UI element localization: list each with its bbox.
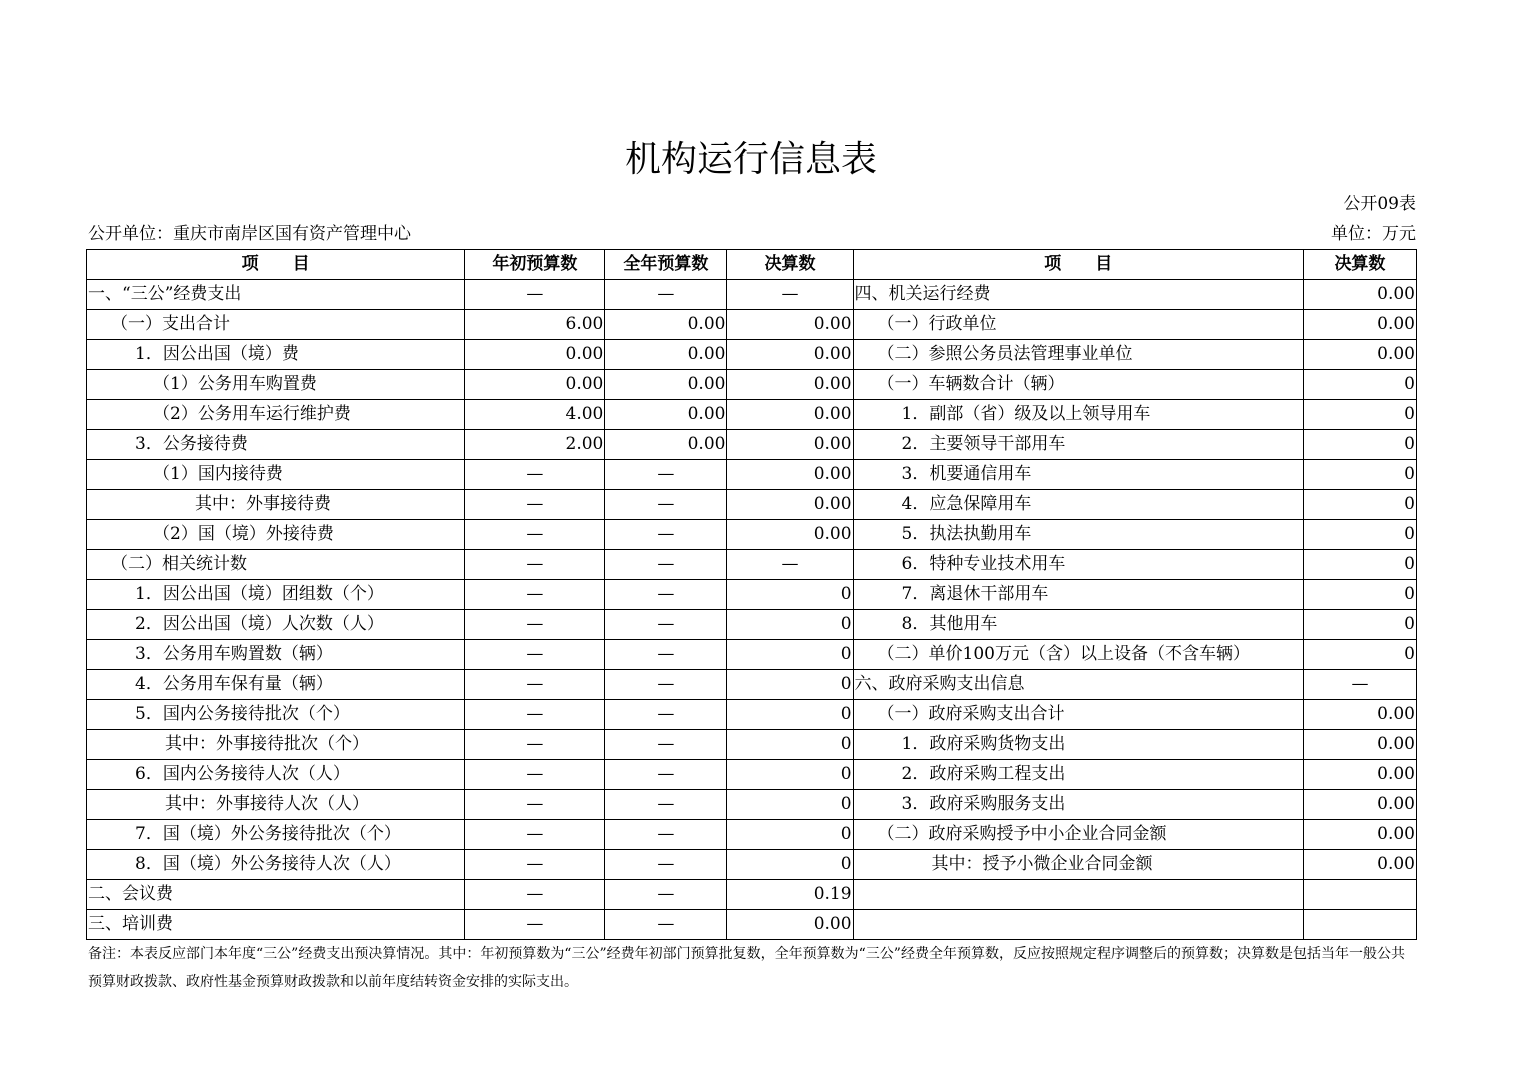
- cell-initial-budget: —: [465, 670, 605, 700]
- cell-initial-budget: —: [465, 760, 605, 790]
- row-item-label-right: （一）政府采购支出合计: [853, 700, 1303, 730]
- cell-annual-budget: 0.00: [605, 340, 727, 370]
- cell-final-right: 0: [1303, 460, 1416, 490]
- row-item-label: 其中：外事接待费: [87, 490, 465, 520]
- row-item-label: 三、培训费: [87, 910, 465, 940]
- cell-final-right: 0: [1303, 400, 1416, 430]
- table-row: [87, 370, 1417, 400]
- cell-final: 0: [727, 760, 853, 790]
- cell-final-right: 0: [1303, 550, 1416, 580]
- cell-final: —: [727, 280, 853, 310]
- cell-final: 0: [727, 580, 853, 610]
- cell-initial-budget: 0.00: [465, 370, 605, 400]
- header-final-right: 决算数: [1303, 250, 1416, 280]
- row-item-label-right: 4．应急保障用车: [853, 490, 1303, 520]
- header-item: 项 目: [87, 250, 465, 280]
- cell-annual-budget: —: [605, 520, 727, 550]
- row-item-label-right: 1．副部（省）级及以上领导用车: [853, 400, 1303, 430]
- cell-final: 0: [727, 610, 853, 640]
- row-item-label-right: 2．主要领导干部用车: [853, 430, 1303, 460]
- table-row: [87, 820, 1417, 850]
- table-row: [87, 730, 1417, 760]
- table-row: [87, 790, 1417, 820]
- cell-final: 0.00: [727, 400, 853, 430]
- cell-initial-budget: 6.00: [465, 310, 605, 340]
- row-item-label: （1）国内接待费: [87, 460, 465, 490]
- cell-final-right: 0.00: [1303, 700, 1416, 730]
- row-item-label: （2）公务用车运行维护费: [87, 400, 465, 430]
- cell-final-right: 0: [1303, 370, 1416, 400]
- cell-annual-budget: —: [605, 730, 727, 760]
- row-item-label: 2．因公出国（境）人次数（人）: [87, 610, 465, 640]
- row-item-label: 1．因公出国（境）团组数（个）: [87, 580, 465, 610]
- cell-initial-budget: —: [465, 520, 605, 550]
- row-item-label: 其中：外事接待批次（个）: [87, 730, 465, 760]
- cell-initial-budget: —: [465, 880, 605, 910]
- row-item-label-right: 8．其他用车: [853, 610, 1303, 640]
- cell-final-right: [1303, 910, 1416, 940]
- cell-initial-budget: 0.00: [465, 340, 605, 370]
- cell-final-right: 0.00: [1303, 760, 1416, 790]
- row-item-label: 二、会议费: [87, 880, 465, 910]
- cell-final: 0.00: [727, 460, 853, 490]
- row-item-label: 4．公务用车保有量（辆）: [87, 670, 465, 700]
- cell-final-right: —: [1303, 670, 1416, 700]
- row-item-label-right: 1．政府采购货物支出: [853, 730, 1303, 760]
- row-item-label-right: 5．执法执勤用车: [853, 520, 1303, 550]
- cell-final: 0: [727, 790, 853, 820]
- row-item-label-right: （二）政府采购授予中小企业合同金额: [853, 820, 1303, 850]
- cell-initial-budget: —: [465, 730, 605, 760]
- cell-final-right: 0: [1303, 610, 1416, 640]
- row-item-label-right: （一）行政单位: [853, 310, 1303, 340]
- cell-annual-budget: —: [605, 670, 727, 700]
- cell-final-right: 0: [1303, 640, 1416, 670]
- row-item-label: 3．公务用车购置数（辆）: [87, 640, 465, 670]
- table-header-row: [87, 250, 1417, 280]
- cell-initial-budget: —: [465, 460, 605, 490]
- row-item-label-right: 四、机关运行经费: [853, 280, 1303, 310]
- cell-initial-budget: —: [465, 580, 605, 610]
- cell-initial-budget: 2.00: [465, 430, 605, 460]
- cell-final-right: 0.00: [1303, 790, 1416, 820]
- row-item-label-right: [853, 880, 1303, 910]
- cell-final: 0.00: [727, 520, 853, 550]
- table-row: [87, 760, 1417, 790]
- cell-initial-budget: —: [465, 850, 605, 880]
- row-item-label-right: 3．机要通信用车: [853, 460, 1303, 490]
- row-item-label-right: 其中：授予小微企业合同金额: [853, 850, 1303, 880]
- cell-annual-budget: 0.00: [605, 430, 727, 460]
- cell-final: 0.00: [727, 340, 853, 370]
- header-item-right: 项 目: [853, 250, 1303, 280]
- cell-annual-budget: —: [605, 280, 727, 310]
- cell-final-right: 0: [1303, 490, 1416, 520]
- cell-final-right: 0: [1303, 430, 1416, 460]
- info-table: [86, 249, 1417, 940]
- row-item-label: 6．国内公务接待人次（人）: [87, 760, 465, 790]
- table-row: [87, 550, 1417, 580]
- cell-annual-budget: 0.00: [605, 310, 727, 340]
- row-item-label-right: （二）单价100万元（含）以上设备（不含车辆）: [853, 640, 1303, 670]
- table-row: [87, 610, 1417, 640]
- row-item-label: 一、“三公”经费支出: [87, 280, 465, 310]
- table-row: [87, 640, 1417, 670]
- cell-annual-budget: —: [605, 820, 727, 850]
- cell-final: 0: [727, 640, 853, 670]
- cell-annual-budget: —: [605, 640, 727, 670]
- table-row: [87, 580, 1417, 610]
- cell-final: 0.00: [727, 430, 853, 460]
- cell-final: 0.00: [727, 490, 853, 520]
- cell-initial-budget: —: [465, 550, 605, 580]
- cell-initial-budget: —: [465, 280, 605, 310]
- table-row: [87, 910, 1417, 940]
- row-item-label: 其中：外事接待人次（人）: [87, 790, 465, 820]
- cell-annual-budget: —: [605, 580, 727, 610]
- footnote: 备注：本表反应部门本年度“三公”经费支出预决算情况。其中：年初预算数为“三公”经费年初部门预算批复数，全年预算数为“三公”经费全年预算数，反应按照规定程序调整后的预算数；决算数是包括当年一般公共预算财政拨款、政府性基金预算财政拨款和以前年度结转资金安排的实际支出。: [88, 946, 1405, 990]
- cell-final: 0: [727, 700, 853, 730]
- header-annual-budget: 全年预算数: [605, 250, 727, 280]
- row-item-label: 8．国（境）外公务接待人次（人）: [87, 850, 465, 880]
- cell-final: —: [727, 550, 853, 580]
- reporting-unit: 公开单位：重庆市南岸区国有资产管理中心: [88, 224, 411, 244]
- cell-final-right: 0: [1303, 520, 1416, 550]
- cell-annual-budget: —: [605, 760, 727, 790]
- row-item-label: （2）国（境）外接待费: [87, 520, 465, 550]
- cell-final: 0.19: [727, 880, 853, 910]
- row-item-label-right: （二）参照公务员法管理事业单位: [853, 340, 1303, 370]
- table-row: [87, 670, 1417, 700]
- cell-final-right: 0.00: [1303, 280, 1416, 310]
- cell-annual-budget: —: [605, 460, 727, 490]
- cell-annual-budget: —: [605, 700, 727, 730]
- row-item-label-right: 3．政府采购服务支出: [853, 790, 1303, 820]
- cell-initial-budget: —: [465, 490, 605, 520]
- row-item-label-right: [853, 910, 1303, 940]
- cell-final: 0.00: [727, 910, 853, 940]
- table-row: [87, 490, 1417, 520]
- cell-initial-budget: —: [465, 820, 605, 850]
- cell-initial-budget: —: [465, 790, 605, 820]
- cell-final-right: 0.00: [1303, 340, 1416, 370]
- table-row: [87, 520, 1417, 550]
- cell-initial-budget: 4.00: [465, 400, 605, 430]
- cell-initial-budget: —: [465, 910, 605, 940]
- table-row: [87, 850, 1417, 880]
- table-row: [87, 430, 1417, 460]
- header-final: 决算数: [727, 250, 853, 280]
- cell-final: 0: [727, 850, 853, 880]
- row-item-label-right: 六、政府采购支出信息: [853, 670, 1303, 700]
- row-item-label: 1．因公出国（境）费: [87, 340, 465, 370]
- table-row: [87, 700, 1417, 730]
- page-title: 机构运行信息表: [624, 139, 877, 180]
- table-row: [87, 310, 1417, 340]
- cell-annual-budget: —: [605, 910, 727, 940]
- cell-annual-budget: —: [605, 880, 727, 910]
- table-number: 公开09表: [1343, 194, 1416, 214]
- cell-annual-budget: —: [605, 490, 727, 520]
- cell-final-right: 0.00: [1303, 310, 1416, 340]
- row-item-label-right: 7．离退休干部用车: [853, 580, 1303, 610]
- cell-annual-budget: 0.00: [605, 400, 727, 430]
- row-item-label-right: 2．政府采购工程支出: [853, 760, 1303, 790]
- cell-final-right: [1303, 880, 1416, 910]
- row-item-label: （二）相关统计数: [87, 550, 465, 580]
- cell-initial-budget: —: [465, 610, 605, 640]
- currency-unit: 单位：万元: [1331, 224, 1416, 244]
- row-item-label: 5．国内公务接待批次（个）: [87, 700, 465, 730]
- row-item-label: 3．公务接待费: [87, 430, 465, 460]
- row-item-label: （1）公务用车购置费: [87, 370, 465, 400]
- cell-annual-budget: —: [605, 550, 727, 580]
- table-row: [87, 400, 1417, 430]
- cell-final: 0: [727, 820, 853, 850]
- table-row: [87, 880, 1417, 910]
- cell-final-right: 0.00: [1303, 730, 1416, 760]
- cell-annual-budget: —: [605, 790, 727, 820]
- table-row: [87, 460, 1417, 490]
- cell-final: 0: [727, 730, 853, 760]
- table-row: [87, 340, 1417, 370]
- cell-initial-budget: —: [465, 700, 605, 730]
- cell-final: 0: [727, 670, 853, 700]
- header-initial-budget: 年初预算数: [465, 250, 605, 280]
- cell-initial-budget: —: [465, 640, 605, 670]
- cell-final: 0.00: [727, 310, 853, 340]
- cell-final-right: 0.00: [1303, 850, 1416, 880]
- row-item-label-right: （一）车辆数合计（辆）: [853, 370, 1303, 400]
- cell-annual-budget: —: [605, 610, 727, 640]
- cell-final-right: 0.00: [1303, 820, 1416, 850]
- cell-final: 0.00: [727, 370, 853, 400]
- cell-annual-budget: —: [605, 850, 727, 880]
- cell-annual-budget: 0.00: [605, 370, 727, 400]
- row-item-label: （一）支出合计: [87, 310, 465, 340]
- table-row: [87, 280, 1417, 310]
- row-item-label: 7．国（境）外公务接待批次（个）: [87, 820, 465, 850]
- cell-final-right: 0: [1303, 580, 1416, 610]
- row-item-label-right: 6．特种专业技术用车: [853, 550, 1303, 580]
